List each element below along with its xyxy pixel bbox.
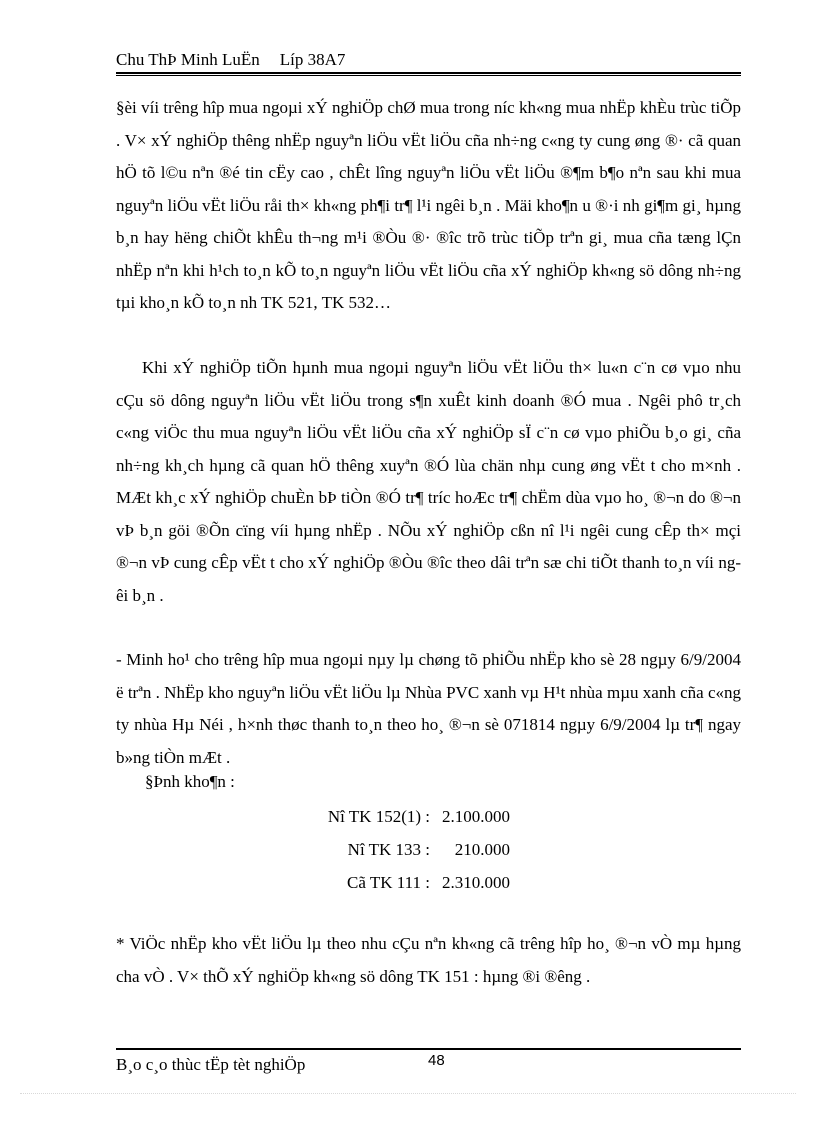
- journal-entry-row: [270, 866, 510, 899]
- header-rule-thin: [116, 75, 741, 76]
- entry-account: Nî TK 133 :: [347, 840, 430, 859]
- paragraph-3: - Minh ho¹ cho trêng hîp mua ngoµi nµy lµ chøng tõ phiÕu nhËp kho sè 28 ngµy 6/9/2004 ë trªn . NhËp kho nguyªn liÖu vËt liÖu lµ Nhùa PVC xanh vµ H¹t nhùa mµu xanh cña c«ng ty nhùa Hµ Néi , h×nh thøc thanh to¸n theo ho¸ ®¬n sè 071814 ngµy 6/9/2004 lµ tr¶ ngay b»ng tiÒn mÆt .: [116, 650, 741, 767]
- paragraph-1: §èi víi trêng hîp mua ngoµi xÝ nghiÖp chØ mua trong níc kh«ng mua nhËp khÈu trùc tiÕp . V× xÝ nghiÖp thêng nhËp nguyªn liÖu vËt liÖu cña nh÷ng c«ng ty cung øng ®· cã quan hÖ tõ l©u nªn ®é tin cËy cao , chÊt lîng nguyªn liÖu vËt liÖu ®¶m b¶o nªn sau khi mua nguyªn liÖu vËt liÖu råi th× kh«ng ph¶i tr¶ l¹i ngêi b¸n . Mäi kho¶n u ®·i nh gi¶m gi¸ hµng b¸n hay hëng chiÕt khÊu th¬ng m¹i ®Òu ®· ®îc trõ trùc tiÕp trªn gi¸ mua cña tæng lÇn nhËp nªn khi h¹ch to¸n kÕ to¸n nguyªn liÖu vËt liÖu cña xÝ nghiÖp kh«ng sö dông nh÷ng tµi kho¸n kÕ to¸n nh TK 521, TK 532…: [116, 98, 741, 312]
- paragraph-2: Khi xÝ nghiÖp tiÕn hµnh mua ngoµi nguyªn liÖu vËt liÖu th× lu«n c¨n cø vµo nhu cÇu sö dông nguyªn liÖu vËt liÖu trong s¶n xuÊt kinh doanh ®Ó mua . Ngêi phô tr¸ch c«ng viÖc thu mua nguyªn liÖu vËt liÖu cña xÝ nghiÖp sÏ c¨n cø vµo phiÕu b¸o gi¸ cña nh÷ng kh¸ch hµng cã quan hÖ thêng xuyªn ®Ó lùa chän nhµ cung øng vËt t cho m×nh . MÆt kh¸c xÝ nghiÖp chuÈn bÞ tiÒn ®Ó tr¶ tríc hoÆc tr¶ chËm dùa vµo ho¸ ®¬n do ®¬n vÞ b¸n göi ®Õn cïng víi hµng nhËp . NÕu xÝ nghiÖp cßn nî l¹i ngêi cung cÊp th× mçi ®¬n vÞ cung cÊp vËt t cho xÝ nghiÖp ®Òu ®îc theo dâi trªn sæ chi tiÕt thanh to¸n víi ngêi b¸n .: [116, 358, 741, 605]
- paragraph-note: * ViÖc nhËp kho vËt liÖu lµ theo nhu cÇu nªn kh«ng cã trêng hîp ho¸ ®¬n vÒ mµ hµng cha vÒ . V× thÕ xÝ nghiÖp kh«ng sö dông TK 151 : hµng ®i ®êng .: [116, 934, 741, 986]
- entry-account: Cã TK 111 :: [347, 873, 430, 892]
- header-class: Líp 38A7: [279, 50, 346, 69]
- journal-entries: [270, 800, 510, 899]
- journal-entry-heading: §Þnh kho¶n :: [145, 772, 235, 791]
- entry-amount: 2.310.000: [442, 873, 510, 892]
- header-author: Chu ThÞ Minh LuËn: [116, 50, 260, 69]
- footer-report-title: B¸o c¸o thùc tËp tèt nghiÖp: [116, 1055, 306, 1074]
- page-bottom-dotted-line: [20, 1093, 796, 1094]
- journal-entry-row: [270, 800, 510, 833]
- entry-amount: 210.000: [454, 840, 510, 859]
- entry-amount: 2.100.000: [442, 807, 510, 826]
- header-rule: [116, 72, 741, 74]
- footer-rule: [116, 1048, 741, 1050]
- entry-account: Nî TK 152(1) :: [327, 807, 430, 826]
- page-number: 48: [428, 1052, 445, 1069]
- page-header: [116, 50, 345, 70]
- journal-entry-row: [270, 833, 510, 866]
